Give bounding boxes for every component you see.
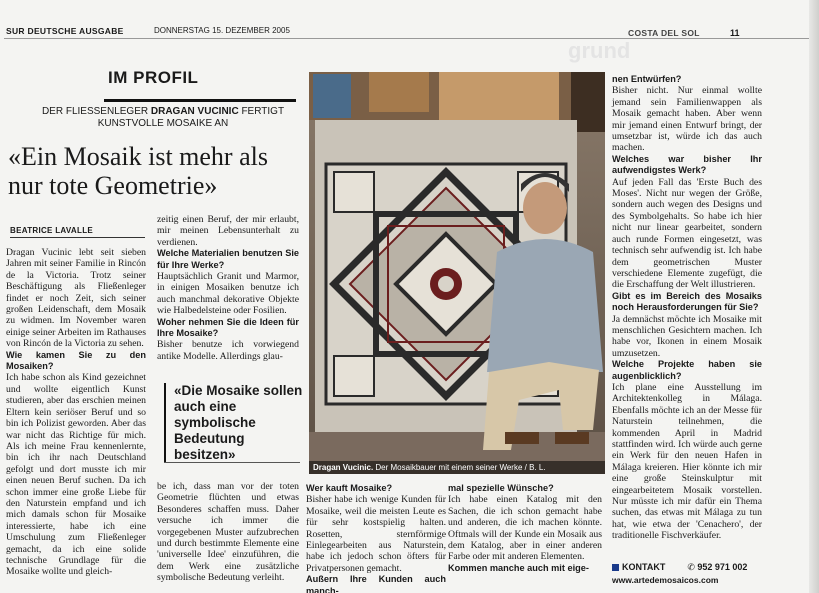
- kicker-post: FERTIGT KUNSTVOLLE MOSAIKE AN: [97, 106, 285, 129]
- pull-quote-rule: [164, 462, 300, 463]
- question-6-cont: nen Entwürfen?: [612, 74, 682, 84]
- question-5-cont: mal spezielle Wünsche?: [448, 483, 554, 493]
- contact-square-icon: [612, 564, 619, 571]
- question-7: Welches war bisher Ihr aufwendigstes Werk?: [612, 153, 762, 176]
- column-5: [612, 74, 762, 542]
- answer-6: Bisher nicht. Nur einmal wollte jemand sein Familienwappen als Mosaik gemacht haben. Aber wenn mir jemand einen Entwurf bringt, der umsetzbar ist, würde ich das auch machen.: [612, 85, 762, 154]
- question-5: Außern Ihre Kunden auch manch-: [306, 574, 446, 593]
- rubric-rule: [104, 99, 296, 102]
- answer-1: Ich habe schon als Kind gezeichnet und wollte eigentlich Kunst studieren, aber das erschien meinen Eltern kein seriöser Beruf und so bin ich Polizist geworden. Aber das war nicht das Richtige für mich. Als ich meine Frau kennenlernte, bin ich ihr nach Deutschland gefolgt und dort musste ich mir einen neuen Beruf suchen. Da ich schon immer eine große Liebe für den Naturstein empfand und ich mich damals schon für Mosaike interessierte, habe ich eine Umschulung zum Fließenleger gemacht, da ich eine solide technische Grundlage für die Mosaike wollte und gleich-: [6, 372, 146, 578]
- caption-text: Der Mosaikbauer mit einem seiner Werke / B. L.: [375, 463, 546, 472]
- issue-date: DONNERSTAG 15. DEZEMBER 2005: [154, 26, 290, 35]
- answer-8: Ja demnächst möchte ich Mosaike mit menschlichen Gesichtern machen. Ich habe vor, Ikonen in einem Mosaik umzusetzen.: [612, 313, 762, 359]
- answer-7: Auf jeden Fall das 'Erste Buch des Moses'. Nicht nur wegen der Größe, sondern auch wegen des Designs und des Symbolgehalts. So habe ich hier nicht nur linear gearbeitet, sondern auch runde Formen eingesetzt, was technisch sehr aufwendig ist. Ich habe dem geometrischen Muster verschiedene Elemente zugefügt, die die Erschaffung der Welt illustrieren.: [612, 176, 762, 291]
- kicker-pre: DER FLIESSENLEGER: [41, 106, 149, 117]
- question-9: Welche Projekte haben sie augenblicklich?: [612, 359, 762, 381]
- column-4: [448, 483, 602, 574]
- contact-url[interactable]: www.artedemosaicos.com: [612, 575, 719, 585]
- question-1: Wie kamen Sie zu den Mosaiken?: [6, 349, 146, 372]
- answer-5: Ich habe einen Katalog mit den Sachen, die ich schon gemacht habe und anderen, die ich machen könnte. Oftmals will der Kunde ein Mosaik aus dem Katalog, aber in einer anderen Farbe oder mit anderen Elementen.: [448, 494, 602, 563]
- phone-icon: ✆: [687, 562, 698, 572]
- kicker: [30, 106, 296, 130]
- headline: «Ein Mosaik ist mehr als nur tote Geometrie»: [8, 142, 268, 200]
- background-watermark: grund: [568, 38, 631, 63]
- answer-3-cont: be ich, dass man vor der toten Geometrie flüchten und etwas Besonderes schaffen muss. Daher versuche ich immer die vorgegebenen Muster aufzubrechen und durch bestimmte Elemente eine 'universelle Idee' einzuführen, die dem Werk eine zusätzliche symbolische Bedeutung verleiht.: [157, 481, 299, 584]
- question-6: Kommen manche auch mit eige-: [448, 562, 589, 573]
- column-3: [306, 483, 446, 593]
- contact-box: [612, 562, 808, 573]
- column-2: [157, 214, 299, 362]
- answer-2: Hauptsächlich Granit und Marmor, in einigen Mosaiken benutze ich auch manchmal dekorative Objekte wie Halbedelsteine oder Fosilien.: [157, 271, 299, 317]
- kicker-name: DRAGAN VUCINIC: [150, 106, 239, 117]
- photo-caption: [309, 461, 605, 474]
- header-rule: [4, 38, 812, 39]
- column-2-bottom: [157, 481, 299, 584]
- page-number: 11: [730, 28, 740, 38]
- section-name: SUR DEUTSCHE AUSGABE: [6, 26, 124, 36]
- rubric-title: IM PROFIL: [108, 68, 199, 87]
- caption-name: Dragan Vucinic.: [313, 463, 374, 472]
- mosaic-photo: [309, 72, 605, 474]
- answer-1-cont: zeitig einen Beruf, der mir erlaubt, mir meinen Lebensunterhalt zu verdienen.: [157, 214, 299, 248]
- pull-quote: «Die Mosaike sollen auch eine symbolische Bedeutung besitzen»: [164, 383, 304, 463]
- column-1: [6, 247, 146, 578]
- question-8: Gibt es im Bereich des Mosaiks noch Herausforderungen für Sie?: [612, 290, 762, 313]
- byline: BEATRICE LAVALLE: [10, 226, 145, 238]
- region-label: COSTA DEL SOL: [628, 28, 700, 38]
- page-edge-shadow: [809, 0, 819, 593]
- question-2: Welche Materialien benutzen Sie für Ihre Werke?: [157, 248, 299, 270]
- contact-label: KONTAKT: [622, 562, 666, 572]
- intro-text: Dragan Vucinic lebt seit sieben Jahren mit seiner Familie in Rincón de la Victoria. Trotz seiner Beschäftigung als Fließenleger findet er noch Zeit, sich seiner großen Leidenschaft, dem Mosaik zu widmen. Im November waren einige seiner Arbeiten im Rathauses von Rincón de la Victoria zu sehen.: [6, 247, 146, 350]
- question-4: Wer kauft Mosaike?: [306, 483, 393, 493]
- question-3: Woher nehmen Sie die Ideen für Ihre Mosaike?: [157, 316, 299, 339]
- photo-illustration: [309, 72, 605, 474]
- contact-phone: 952 971 002: [697, 562, 748, 572]
- answer-3: Bisher benutze ich vorwiegend antike Modelle. Allerdings glau-: [157, 339, 299, 362]
- answer-9: Ich plane eine Ausstellung im Architektenkolleg in Málaga. Ebenfalls möchte ich an der Messe für Naturstein teilnehmen, die kommenden April in Madrid stattfinden wird. Ich würde auch gerne ein Werk für den neuen Hafen in Málaga kreieren. Hier könnte ich mir eine große Steinskulptur mit eingearbeitetem Mosaik vorstellen. Nur müsste ich mir dafür ein Thema suchen, das etwas mit Málaga zu tun hat, wie etwa der 'Cenachero', der traditionelle Fischverkäufer.: [612, 381, 762, 542]
- answer-4: Bisher habe ich wenige Kunden für Mosaike, weil die meisten Leute es für sehr kostspielig halten. Rosetten, sternförmige Einlegearbeiten aus Naturstein, habe ich jedoch schon öfters für Privatpersonen gemacht.: [306, 494, 446, 574]
